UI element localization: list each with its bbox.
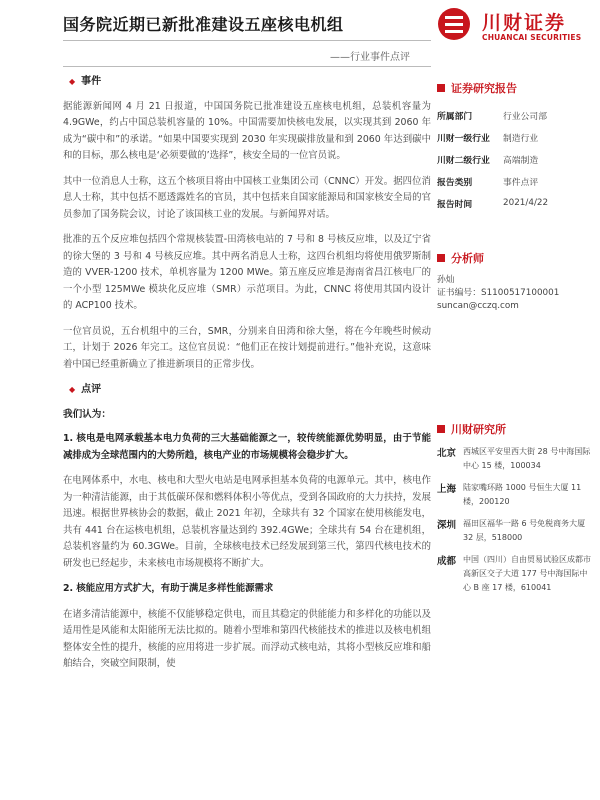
office-entry: 上海 陆家嘴环路 1000 号恒生大厦 11 楼，200120 [437,483,582,506]
logo-mark-icon [438,8,470,40]
event-paragraph: 批准的五个反应堆包括四个常规核装置-田湾核电站的 7 号和 8 号核反应堆，以及辽宁省的徐大堡的 3 号和 4 号核反应堆。其中两名消息人士称，这四台机组均将使用俄罗斯制造的 VVER-1200 技术，单机容量为 1200 MWe。第五座反应堆是海南省昌江核电厂的一个小型 125MWe 模块化反应堆（SMR）示范项目。为此，CNNC 将使用其国内设计的 ACP100 技术。 [63,234,431,311]
info-row: 报告时间 2021/4/22 [437,198,549,210]
subheader-rule [63,66,431,67]
report-title: 国务院近期已新批准建设五座核电机组 [63,15,344,34]
diamond-icon: ◆ [69,77,76,86]
company-logo [438,8,588,46]
comment-heading: ◆ 点评 [63,382,431,399]
header-rule [63,40,431,41]
diamond-icon: ◆ [69,385,76,394]
office-entry: 北京 西城区平安里西大街 28 号中海国际中心 15 楼，100034 [437,447,591,470]
analyst-email[interactable]: suncan@cczq.com [437,301,519,311]
point-2-heading: 2. 核能应用方式扩大，有助于满足多样性能源需求 [63,583,274,594]
office-entry: 成都 中国（四川）自由贸易试验区成都市高新区交子大道 177 号中海国际中心 B 座 17 楼，610041 [437,555,591,592]
square-icon [437,425,445,433]
report-subtitle: ——行业事件点评 [330,52,410,63]
event-paragraph: 其中一位消息人士称，这五个核项目将由中国核工业集团公司（CNNC）开发。据四位消息人士称，其中包括不愿透露姓名的官员，其中包括来自国家能源局和国家核安全局的官员参加了国务院会议，讨论了该国核工业的发展。与新闻界对话。 [63,175,431,220]
office-entry: 深圳 福田区福华一路 6 号免税商务大厦 32 层，518000 [437,519,586,542]
event-paragraph: 一位官员说，五台机组中的三台，SMR，分别来自田湾和徐大堡，将在今年晚些时候动工，计划于 2026 年完工。这位官员说：“他们正在按计划提前进行。”他补充说，这意味着中国已经重新确立了推进新项目的正常步伐。 [63,325,431,370]
analyst-cert: 证书编号：S1100517100001 [437,288,560,298]
comment-lead: 我们认为： [63,408,111,420]
logo-name-en: CHUANCAI SECURITIES [482,33,582,42]
event-heading: ◆ 事件 [63,74,431,91]
info-row: 报告类别 事件点评 [437,177,539,188]
analyst-name: 孙灿 [437,275,455,285]
institute-heading: 川财研究所 [437,421,592,437]
point-1-body: 在电网体系中，水电、核电和大型火电站是电网承担基本负荷的电源单元。其中，核电作为一种清洁能源，由于其低碳环保和燃料体积小等优点，受到各国政府的大力扶持，发展迅速。根据世界核协会的数据，截止 2021 年初，全球共有 32 个国家在使用核能发电，共有 441 台在运核电机组，总装机容量达到约 392.4GWe；全球共有 54 台在建机组，总装机容量约为 60.3GWe。目前，全球核电技术已经发展到第三代，第四代核电技术的研发也已经起步，未来核电市场规模将不断扩大。 [63,475,431,569]
logo-name-cn: 川财证券 [482,12,567,34]
square-icon [437,254,445,262]
square-icon [437,84,445,92]
info-row: 川财二级行业 高端制造 [437,155,539,166]
point-1-heading: 1. 核电是电网承载基本电力负荷的三大基础能源之一，较传统能源优势明显，由于节能减排成为全球范围内的大势所趋，核电产业的市场规模将会稳步扩大。 [63,433,431,461]
info-row: 川财一级行业 制造行业 [437,133,539,144]
point-2-body: 在诸多清洁能源中，核能不仅能够稳定供电，而且其稳定的供能能力和多样化的功能以及适用性是风能和太阳能所无法比拟的。随着小型堆和第四代核能技术的推进以及核电机组整体安全性的提升，核能的应用将进一步扩展。而浮动式核电站，其将小型核反应堆和船舶结合，突破空间限制，使 [63,608,431,669]
analyst-heading: 分析师 [437,250,592,266]
event-paragraph: 据能源新闻网 4 月 21 日报道，中国国务院已批准建设五座核电机组，总装机容量为 4.9GWe，约占中国总装机容量的 10%。中国需要加快核电发展，以实现其到 2060 年成为“碳中和”的承诺。“如果中国要实现到 2030 年实现碳排放量和到 2060 年达到碳中和的目标，那么核电是‘必须要做的’选择”，核安全局的一位官员说。 [63,100,431,161]
sidebar [437,80,592,603]
report-info-heading: 证券研究报告 [437,80,592,96]
info-row: 所属部门 行业公司部 [437,111,547,122]
main-content [63,74,431,682]
